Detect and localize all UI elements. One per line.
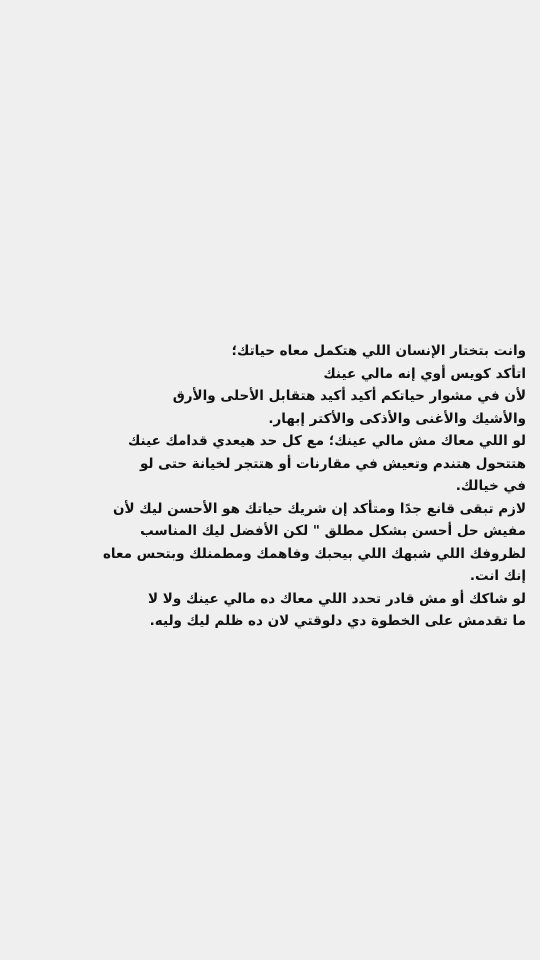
text-line: لأن في مشوار حياتكم أكيد أكيد هتقابل الأحلى والأرق xyxy=(172,388,526,404)
text-line: والأشيك والأغنى والأذكى والأكتر إبهار. xyxy=(268,410,526,427)
text-line: هتتحول هتندم وتعيش في مقارنات أو هتتجر لخيانة حتى لو xyxy=(139,455,526,472)
text-line: مفيش حل أحسن بشكل مطلق " لكن الأفضل ليك المناسب xyxy=(140,523,526,539)
text-line: إنك انت. xyxy=(469,568,526,584)
text-line: وانت بتختار الإنسان اللي هتكمل معاه حياتك؛ xyxy=(231,343,526,359)
text-line: لظروفك اللي شبهك اللي بيحبك وفاهمك ومطمنلك وبتحس معاه xyxy=(102,545,526,562)
message-text xyxy=(14,340,526,633)
text-line: لو اللي معاك مش مالي عينك؛ مع كل حد هيعدي قدامك عينك xyxy=(127,433,526,449)
text-line: اتأكد كويس أوي إنه مالي عينك xyxy=(323,365,526,382)
text-line: في خيالك. xyxy=(455,478,526,494)
text-line: ما تقدمش على الخطوة دي دلوقتي لان ده ظلم ليك وليه. xyxy=(149,613,526,629)
text-line: لو شاكك أو مش قادر تحدد اللي معاك ده مالي عينك ولا لا xyxy=(148,590,526,607)
text-line: لازم تبقى قانع جدًا ومتأكد إن شريك حياتك هو الأحسن ليك لأن xyxy=(113,500,526,517)
